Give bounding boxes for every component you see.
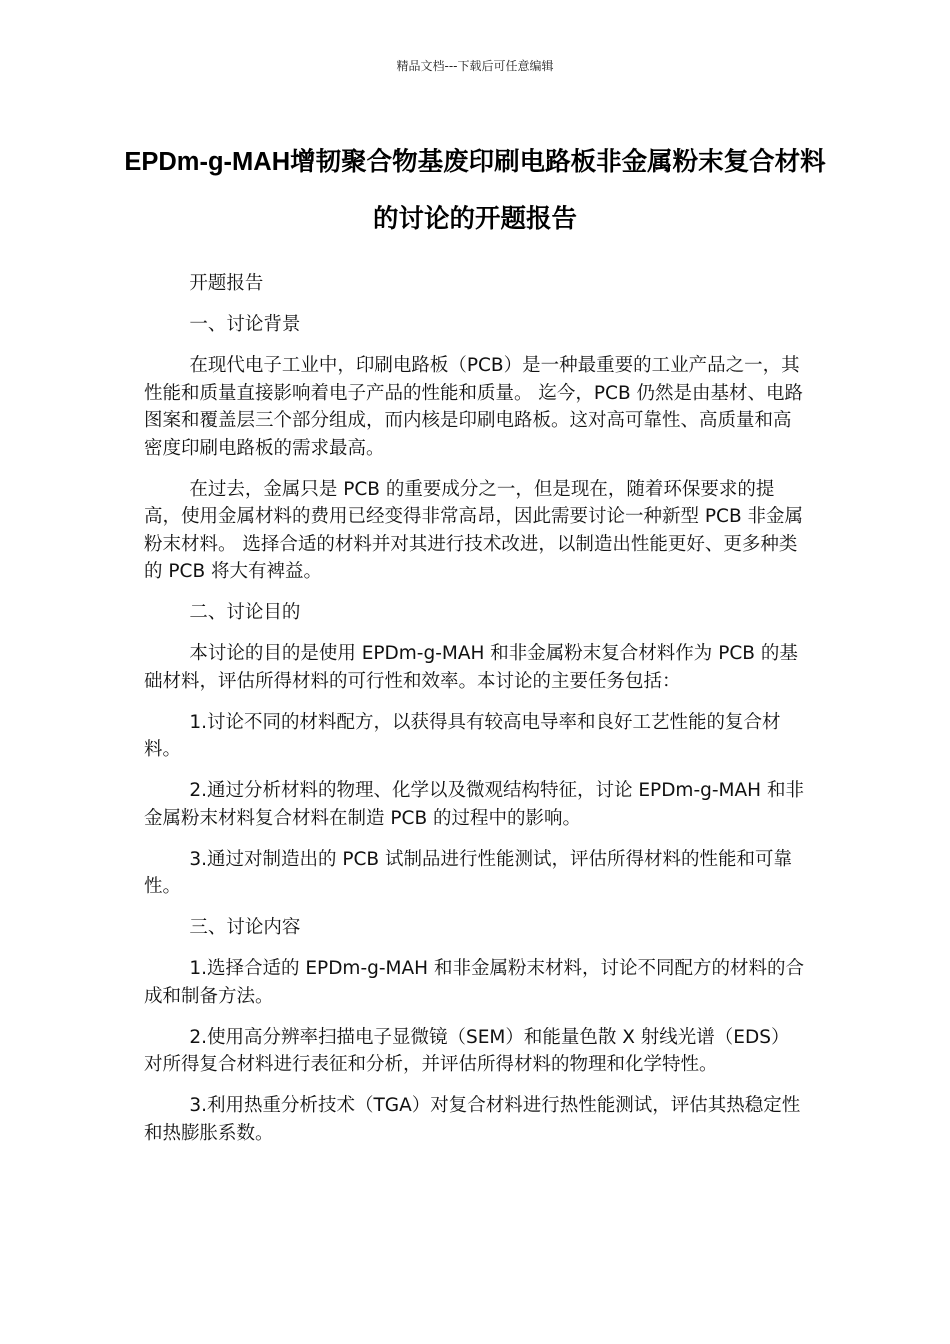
list-item-purpose-1: 1.讨论不同的材料配方，以获得具有较高电导率和良好工艺性能的复合材料。 [144, 711, 781, 760]
list-item-content-1: 1.选择合适的 EPDm-g-MAH 和非金属粉末材料，讨论不同配方的材料的合成和制备方法。 [144, 958, 804, 1007]
list-item-content-3: 3.利用热重分析技术（TGA）对复合材料进行热性能测试，评估其热稳定性和热膨胀系数。 [144, 1095, 801, 1144]
list-item-content-2: 2.使用高分辨率扫描电子显微镜（SEM）和能量色散 X 射线光谱（EDS）对所得复合材料进行表征和分析，并评估所得材料的物理和化学特性。 [144, 1026, 790, 1075]
section-heading-background: 一、讨论背景 [189, 314, 301, 335]
list-item-purpose-3: 3.通过对制造出的 PCB 试制品进行性能测试，评估所得材料的性能和可靠性。 [144, 848, 792, 897]
paragraph-background-2: 在过去，金属只是 PCB 的重要成分之一，但是现在，随着环保要求的提高，使用金属材料的费用已经变得非常高昂，因此需要讨论一种新型 PCB 非金属粉末材料。 选择合适的材料并对其进行技术改进，以制造出性能更好、更多种类的 PCB 将大有裨益。 [144, 478, 804, 582]
section-heading-content: 三、讨论内容 [189, 917, 301, 938]
section-heading-purpose: 二、讨论目的 [189, 602, 301, 623]
list-item-purpose-2: 2.通过分析材料的物理、化学以及微观结构特征，讨论 EPDm-g-MAH 和非金属粉末材料复合材料在制造 PCB 的过程中的影响。 [144, 780, 804, 829]
document-body [144, 270, 804, 1161]
paragraph-purpose-intro: 本讨论的目的是使用 EPDm-g-MAH 和非金属粉末复合材料作为 PCB 的基础材料，评估所得材料的可行性和效率。本讨论的主要任务包括： [144, 643, 798, 692]
document-title: EPDm-g-MAH增韧聚合物基废印刷电路板非金属粉末复合材料的讨论的开题报告 [124, 148, 826, 233]
header-note: 精品文档---下载后可任意编辑 [396, 59, 554, 73]
section-label-report: 开题报告 [189, 273, 264, 294]
paragraph-background-1: 在现代电子工业中，印刷电路板（PCB）是一种最重要的工业产品之一，其性能和质量直接影响着电子产品的性能和质量。 迄今，PCB 仍然是由基材、电路图案和覆盖层三个部分组成，而内核是印刷电路板。这对高可靠性、高质量和高密度印刷电路板的需求最高。 [144, 355, 804, 459]
